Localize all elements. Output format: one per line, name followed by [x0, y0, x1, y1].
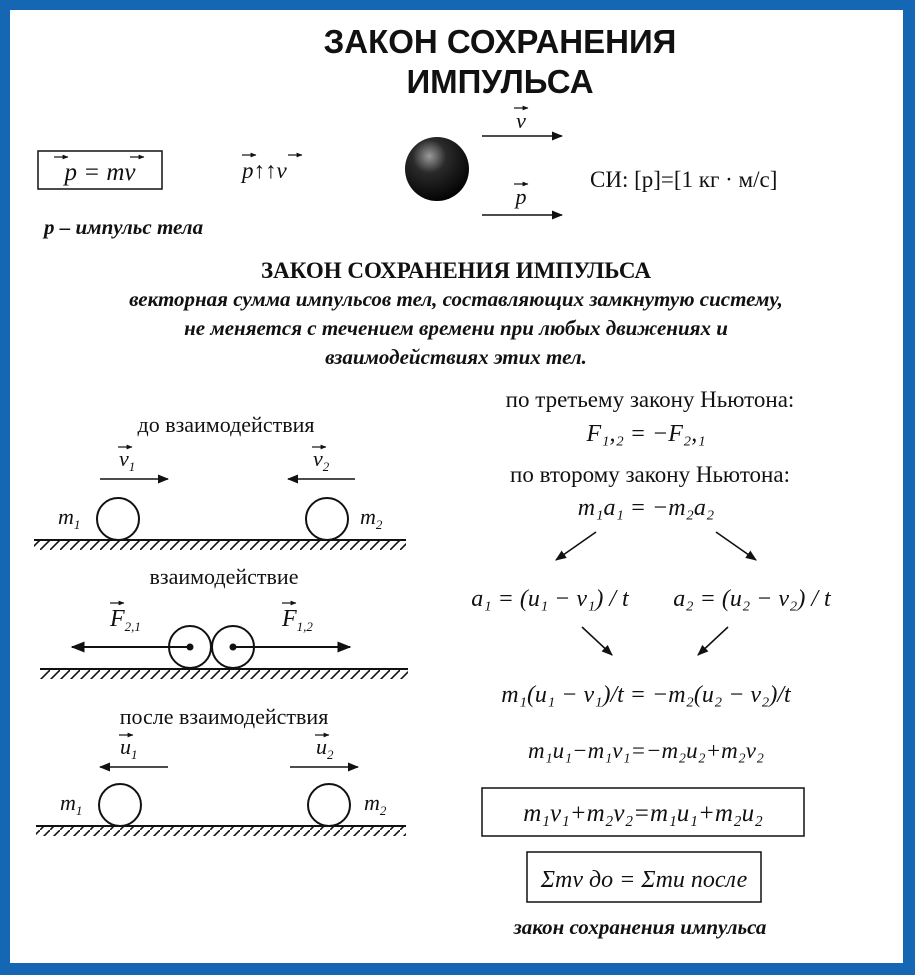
- law-text-line1: векторная сумма импульсов тел, составляющих замкнутую систему,: [129, 287, 783, 311]
- combined-formula: m₁(u₁ − v₁)/t = −m₂(u₂ − v₂)/t: [501, 682, 791, 708]
- force-f21-label: $F_{2,1}$: [110, 606, 141, 634]
- before-label: до взаимодействия: [137, 412, 315, 437]
- during-label: взаимодействие: [149, 564, 299, 589]
- poster: [10, 10, 903, 963]
- ball-2: [308, 784, 350, 826]
- after-u2-label: $u_2$: [316, 734, 334, 762]
- before-v2-label: $v_2$: [313, 446, 330, 474]
- before-v1-label: $v_1$: [119, 446, 136, 474]
- before-m1-label: $m_1$: [58, 504, 81, 532]
- after-m2-label: $m_2$: [364, 790, 387, 818]
- ball-1: [97, 498, 139, 540]
- ground-hatch: [36, 827, 406, 836]
- momentum-formula: p = mv: [64, 159, 136, 186]
- result-formula: m₁v₁+m₂v₂=m₁u₁+m₂u₂: [523, 800, 763, 827]
- after-m1-label: $m_1$: [60, 790, 83, 818]
- expanded-formula: m₁u₁−m₁v₁=−m₂u₂+m₂v₂: [528, 738, 764, 763]
- vector-v-label: v: [516, 108, 526, 133]
- law-text-line2: не меняется с течением времени при любых движениях и: [184, 316, 728, 340]
- before-m2-label: $m_2$: [360, 504, 383, 532]
- ball-2: [306, 498, 348, 540]
- law-text-line3: взаимодействиях этих тел.: [325, 345, 587, 369]
- momentum-caption: p – импульс тела: [44, 215, 204, 239]
- a1-formula: a₁ = (u₁ − v₁) / t: [471, 586, 629, 612]
- third-law-formula: F₁,₂ = −F₂,₁: [586, 421, 706, 447]
- si-unit: СИ: [p]=[1 кг · м/с]: [590, 167, 778, 192]
- after-u1-label: $u_1$: [120, 734, 138, 762]
- second-law-label: по второму закону Ньютона:: [510, 462, 790, 487]
- second-law-formula: m₁a₁ = −m₂a₂: [577, 495, 715, 521]
- title-line1: ЗАКОН СОХРАНЕНИЯ: [323, 23, 677, 60]
- third-law-label: по третьему закону Ньютона:: [505, 387, 795, 412]
- ball-icon: [405, 137, 469, 201]
- footer-caption: закон сохранения импульса: [513, 915, 767, 939]
- codirection-formula: p↑↑v: [242, 158, 287, 183]
- poster-canvas: [10, 10, 903, 963]
- derivation-arrow: [716, 532, 756, 560]
- derivation-arrow: [698, 627, 728, 655]
- law-heading: ЗАКОН СОХРАНЕНИЯ ИМПУЛЬСА: [261, 258, 651, 283]
- ball-1: [99, 784, 141, 826]
- after-label: после взаимодействия: [119, 704, 329, 729]
- title-line2: ИМПУЛЬСА: [406, 63, 594, 100]
- sum-formula: Σmv до = Σmu после: [540, 867, 748, 893]
- derivation-arrow: [582, 627, 612, 655]
- derivation-arrow: [556, 532, 596, 560]
- force-f12-label: $F_{1,2}$: [282, 606, 313, 634]
- vector-p-label: p: [515, 184, 527, 209]
- ground-hatch: [40, 670, 408, 679]
- ground-hatch: [34, 541, 406, 550]
- a2-formula: a₂ = (u₂ − v₂) / t: [673, 586, 831, 612]
